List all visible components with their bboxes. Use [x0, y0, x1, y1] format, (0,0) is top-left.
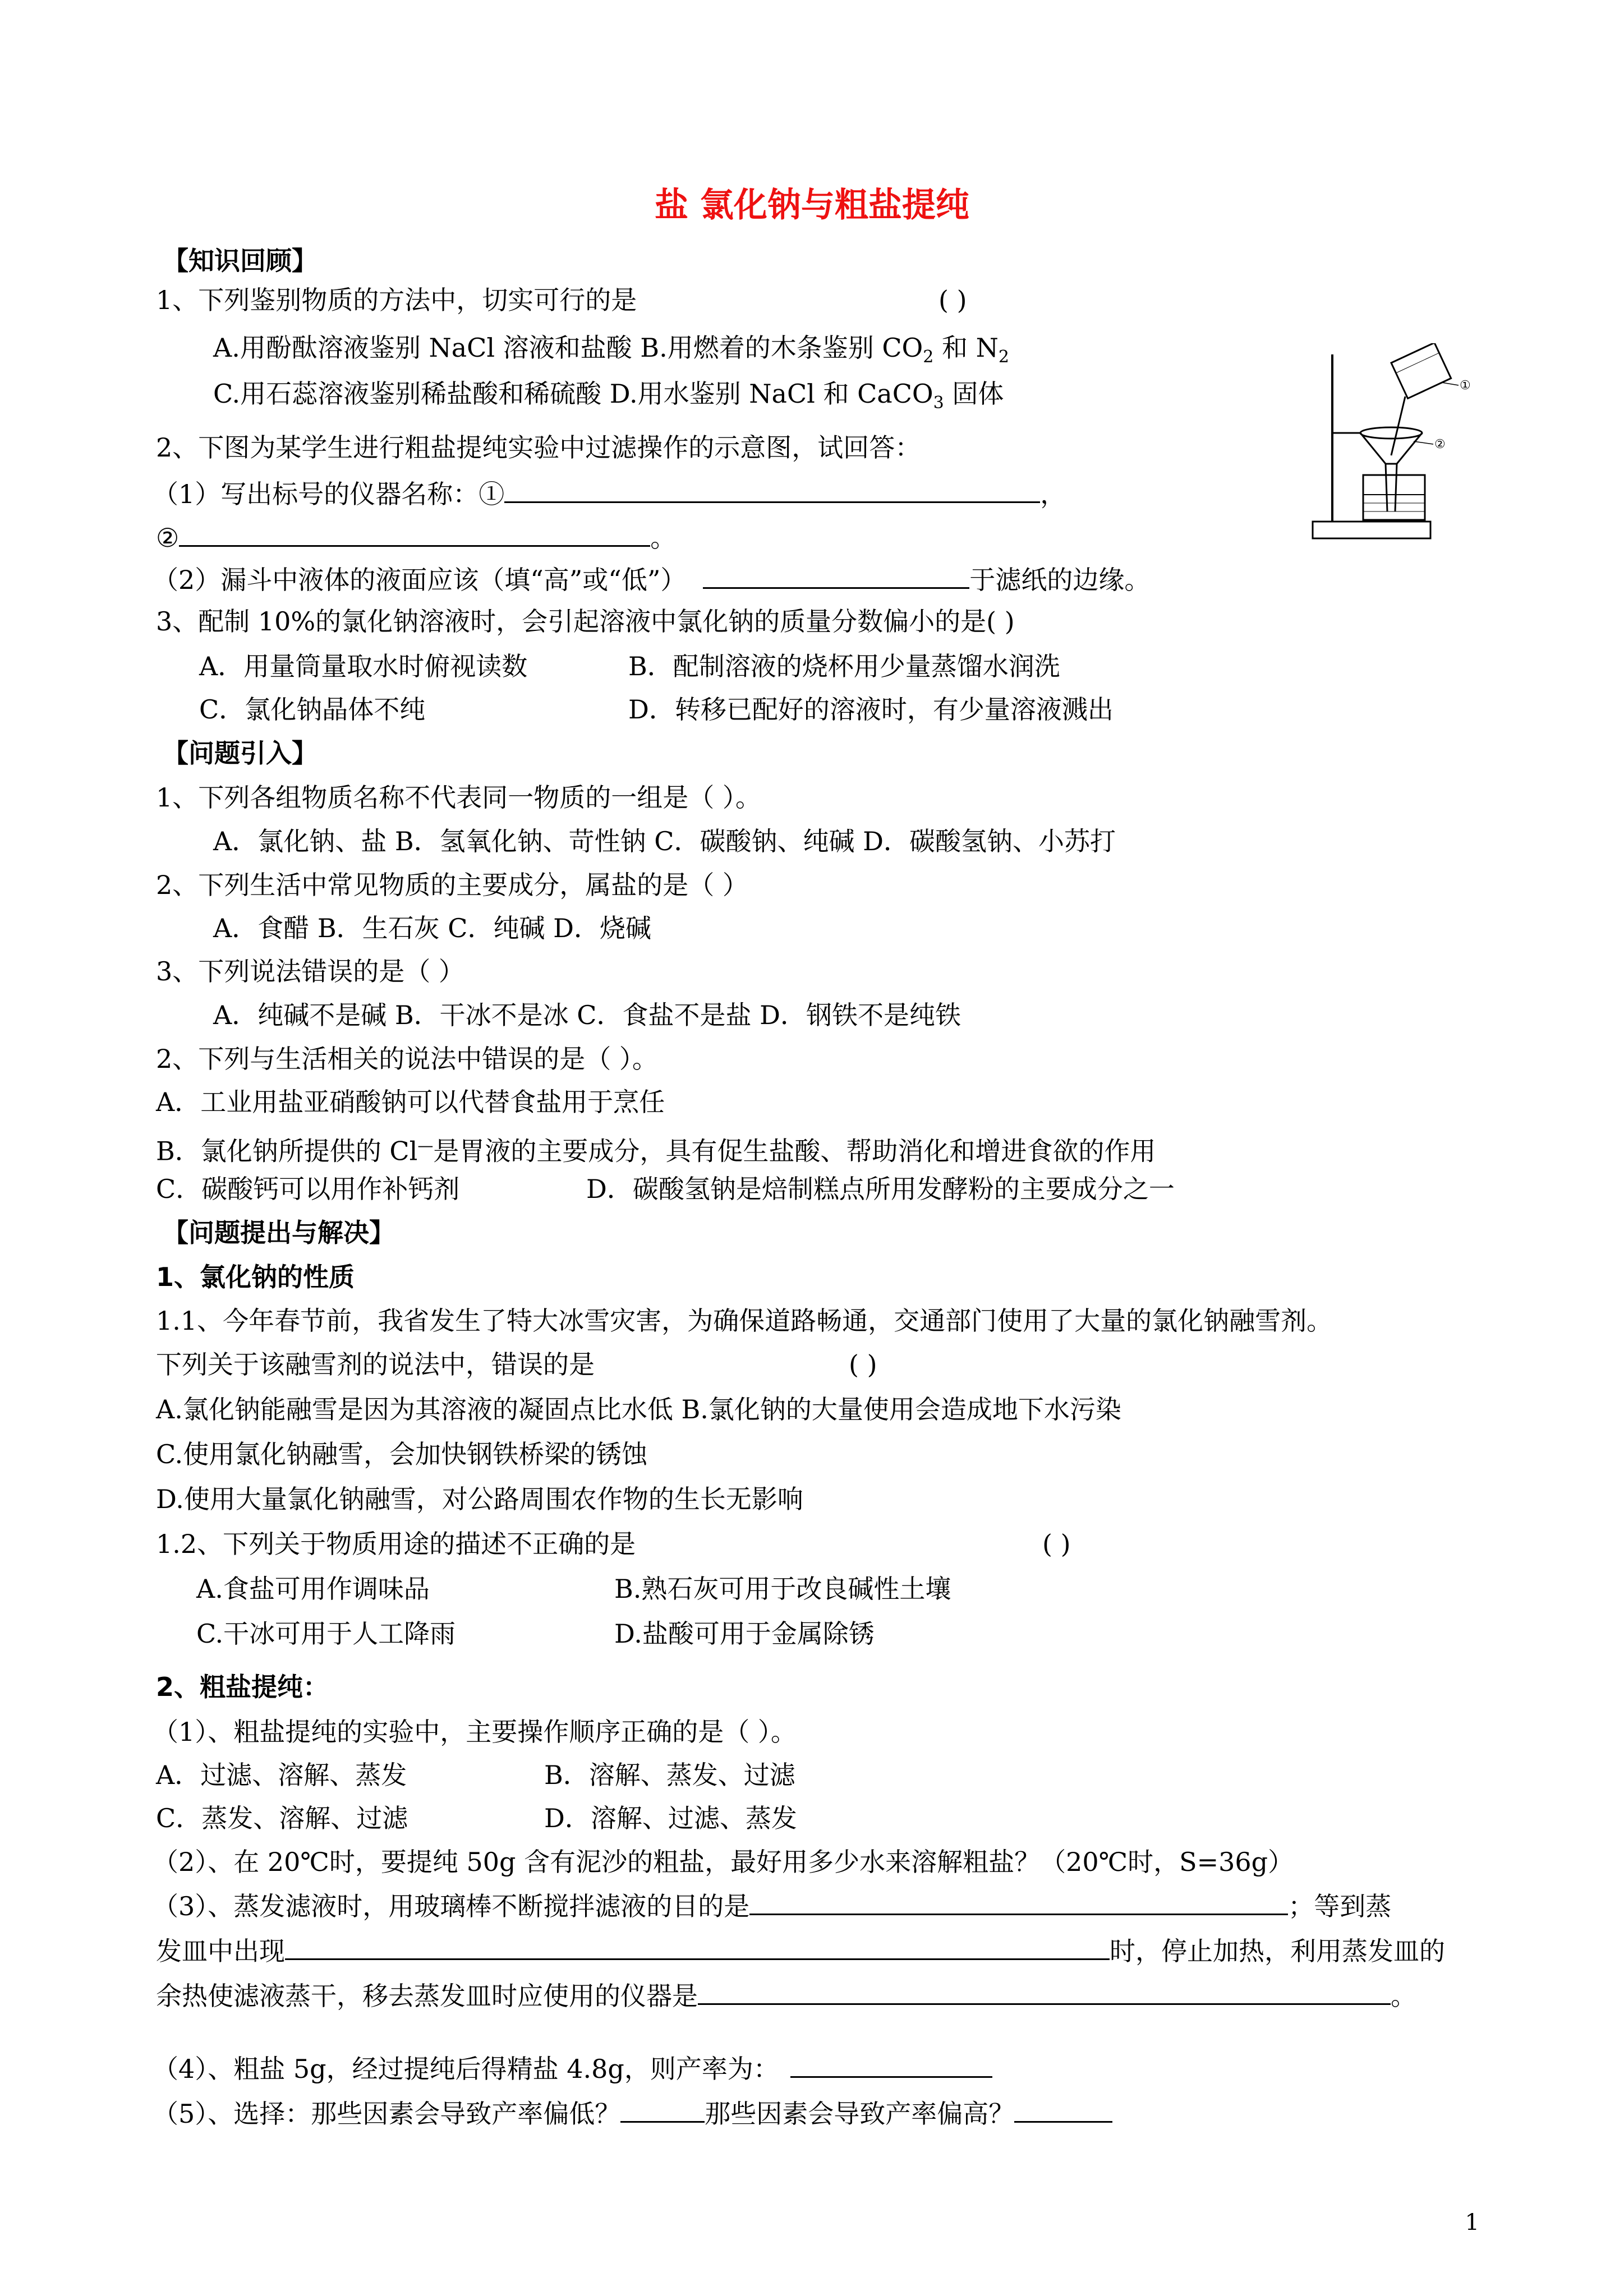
q2-part2	[153, 563, 1150, 597]
stand-base	[1313, 522, 1430, 538]
answer-paren: ( )	[849, 1349, 877, 1380]
punctuation: ，	[1040, 479, 1066, 509]
answer-paren: ( )	[1042, 1529, 1071, 1559]
ring	[1360, 427, 1422, 439]
purify-2: （2）、在 20℃时，要提纯 50g 含有泥沙的粗盐，最好用多少水来溶解粗盐？（20℃时，S=36g）	[153, 1847, 1294, 1877]
question-text: （4）、粗盐 5g，经过提纯后得精盐 4.8g，则产率为：	[153, 2054, 779, 2084]
problem-1: 1、下列各组物质名称不代表同一物质的一组是（ ）。	[156, 782, 761, 813]
punctuation: 。	[1391, 1981, 1416, 2011]
purify-3b	[156, 1934, 1445, 1968]
option-text: B．氯化钠所提供的 Cl	[156, 1136, 418, 1167]
label-2: ②	[1434, 437, 1446, 451]
answer-blank[interactable]	[698, 1979, 1391, 2005]
question-text: 1.2、下列关于物质用途的描述不正确的是	[156, 1529, 636, 1559]
subscript: 3	[933, 393, 944, 413]
purify-1-option-c: C．蒸发、溶解、过滤	[156, 1803, 408, 1833]
q2-part1b	[156, 520, 676, 555]
question-1-2-option-b: B.熟石灰可用于改良碱性土壤	[614, 1574, 951, 1604]
question-text: 发皿中出现	[156, 1936, 285, 1966]
question-text: （2）漏斗中液体的液面应该（填“高”或“低”）	[153, 565, 687, 595]
question-1-2-option-d: D.盐酸可用于金属除锈	[614, 1619, 875, 1649]
question-1-2-option-a: A.食盐可用作调味品	[196, 1574, 430, 1604]
question-1-2	[156, 1527, 1071, 1561]
question-2: 2、下图为某学生进行粗盐提纯实验中过滤操作的示意图，试回答：	[156, 432, 921, 463]
punctuation: 。	[650, 523, 677, 553]
answer-blank[interactable]	[790, 2051, 992, 2078]
problem-4-option-c: C．碳酸钙可以用作补钙剂	[156, 1174, 460, 1204]
purify-5	[153, 2096, 1112, 2131]
section-heading-review: 【知识回顾】	[163, 246, 318, 276]
answer-blank[interactable]	[179, 520, 650, 547]
problem-4-option-b	[156, 1129, 1156, 1168]
subsection-salt-purification: 2、粗盐提纯：	[156, 1672, 329, 1702]
option-text: 是胃液的主要成分，具有促生盐酸、帮助消化和增进食欲的作用	[433, 1136, 1156, 1167]
purify-4	[153, 2051, 992, 2086]
purify-1-option-b: B．溶解、蒸发、过滤	[544, 1760, 795, 1790]
question-3: 3、配制 10%的氯化钠溶液时，会引起溶液中氯化钠的质量分数偏小的是( )	[156, 606, 1015, 637]
subsection-nacl-properties: 1、氯化钠的性质	[156, 1262, 355, 1292]
beaker-bottom	[1363, 475, 1425, 520]
answer-blank[interactable]	[504, 477, 1040, 503]
question-text: （3）、蒸发滤液时，用玻璃棒不断搅拌滤液的目的是	[153, 1891, 750, 1921]
q1-options-cd	[213, 377, 1004, 420]
problem-2-options: A．食醋 B．生石灰 C．纯碱 D．烧碱	[213, 913, 651, 943]
question-text: （1）写出标号的仪器名称：①	[153, 479, 505, 509]
question-text: 1、下列鉴别物质的方法中，切实可行的是	[156, 285, 637, 315]
purify-3c	[156, 1979, 1416, 2013]
question-1-1: 1.1、今年春节前，我省发生了特大冰雪灾害，为确保道路畅通，交通部门使用了大量的氯化钠融雪剂。	[156, 1306, 1333, 1336]
subscript: 2	[923, 347, 934, 367]
page-number: 1	[1465, 2210, 1479, 2235]
label-1: ①	[1460, 379, 1471, 393]
purify-1-option-a: A．过滤、溶解、蒸发	[156, 1760, 407, 1790]
question-1-1-option-ab: A.氯化钠能融雪是因为其溶液的凝固点比水低 B.氯化钠的大量使用会造成地下水污染	[156, 1394, 1121, 1424]
option-text: 固体	[944, 379, 1004, 409]
section-heading-solve: 【问题提出与解决】	[163, 1218, 395, 1248]
question-text: 那些因素会导致产率偏高？	[705, 2099, 1015, 2129]
question-1-1-stem	[156, 1348, 877, 1381]
question-1-2-option-c: C.干冰可用于人工降雨	[196, 1619, 456, 1649]
problem-3-options: A．纯碱不是碱 B．干冰不是冰 C．食盐不是盐 D．钢铁不是纯铁	[213, 1000, 961, 1030]
question-text: ②	[156, 523, 180, 553]
q1-options-ab	[213, 331, 1009, 374]
q3-option-b: B．配制溶液的烧杯用少量蒸馏水润洗	[628, 651, 1060, 681]
superscript: —	[417, 1136, 434, 1155]
glass-rod	[1391, 397, 1405, 455]
problem-1-options: A．氯化钠、盐 B．氢氧化钠、苛性钠 C．碳酸钠、纯碱 D．碳酸氢钠、小苏打	[213, 826, 1116, 856]
answer-blank[interactable]	[285, 1934, 1110, 1960]
option-text: A.用酚酞溶液鉴别 NaCl 溶液和盐酸 B.用燃着的木条鉴别 CO	[213, 333, 923, 363]
option-text: 和 N	[933, 333, 999, 363]
answer-paren: ( )	[938, 285, 967, 315]
question-1-1-option-c: C.使用氯化钠融雪，会加快钢铁桥梁的锈蚀	[156, 1439, 648, 1469]
option-text: C.用石蕊溶液鉴别稀盐酸和稀硫酸 D.用水鉴别 NaCl 和 CaCO	[213, 379, 933, 409]
problem-4-option-a: A．工业用盐亚硝酸钠可以代替食盐用于烹任	[156, 1087, 665, 1117]
purify-3	[153, 1889, 1391, 1923]
problem-3: 3、下列说法错误的是（ ）	[156, 956, 464, 986]
purify-1: （1）、粗盐提纯的实验中，主要操作顺序正确的是（ ）。	[153, 1717, 797, 1747]
question-1	[156, 283, 967, 317]
filtration-apparatus-figure	[1307, 343, 1498, 545]
pouring-beaker	[1391, 343, 1451, 398]
section-heading-intro: 【问题引入】	[163, 738, 318, 768]
answer-blank[interactable]	[620, 2096, 705, 2123]
q3-option-d: D．转移已配好的溶液时，有少量溶液溅出	[628, 694, 1114, 725]
problem-2: 2、下列生活中常见物质的主要成分，属盐的是（ ）	[156, 870, 748, 900]
purify-1-option-d: D．溶解、过滤、蒸发	[544, 1803, 797, 1833]
q3-option-a: A．用量筒量取水时俯视读数	[199, 651, 528, 681]
problem-4: 2、下列与生活相关的说法中错误的是（ ）。	[156, 1044, 658, 1074]
problem-4-option-d: D．碳酸氢钠是焙制糕点所用发酵粉的主要成分之一	[586, 1174, 1175, 1204]
q3-option-c: C．氯化钠晶体不纯	[199, 694, 426, 725]
question-text: ；等到蒸	[1288, 1891, 1392, 1921]
answer-blank[interactable]	[749, 1889, 1288, 1915]
answer-blank[interactable]	[703, 563, 969, 589]
subscript: 2	[998, 347, 1009, 367]
answer-blank[interactable]	[1014, 2096, 1112, 2123]
question-text: 时，停止加热，利用蒸发皿的	[1110, 1936, 1445, 1966]
q2-part1	[153, 477, 1066, 511]
question-1-1-option-d: D.使用大量氯化钠融雪，对公路周围农作物的生长无影响	[156, 1484, 803, 1514]
page-title: 盐 氯化钠与粗盐提纯	[655, 186, 969, 225]
question-text: 下列关于该融雪剂的说法中，错误的是	[156, 1349, 595, 1380]
question-text: （5）、选择：那些因素会导致产率偏低？	[153, 2099, 621, 2129]
question-text: 余热使滤液蒸干，移去蒸发皿时应使用的仪器是	[156, 1981, 698, 2011]
question-text: 于滤纸的边缘。	[969, 565, 1151, 595]
